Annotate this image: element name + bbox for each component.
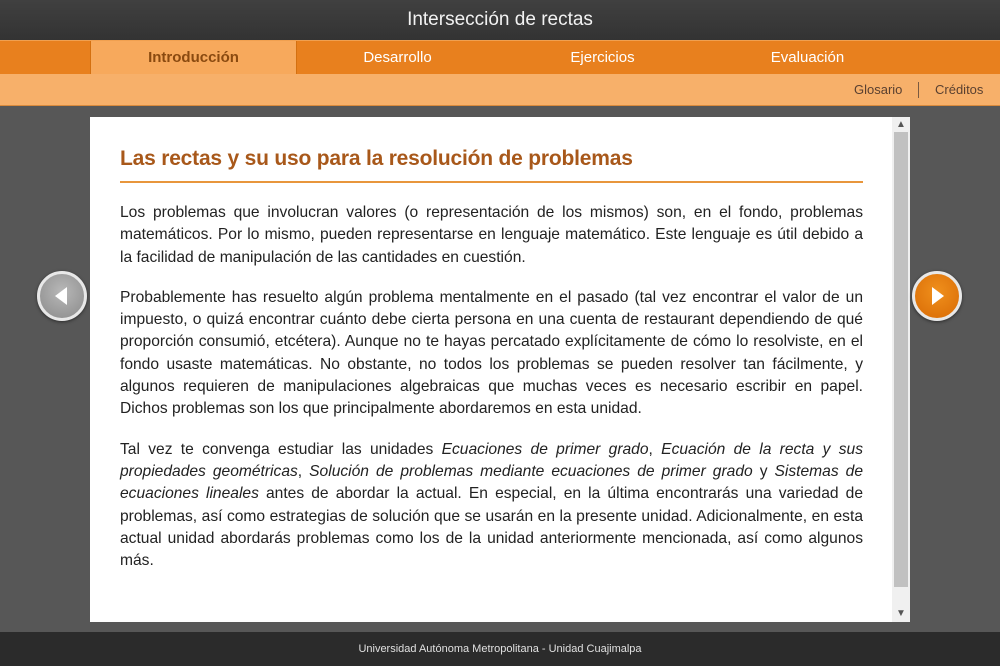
page-title: Las rectas y su uso para la resolución de problemas [120, 147, 863, 183]
paragraph-3-text-5: antes de abordar la actual. En especial, en la última encontrarás una variedad de problemas, así como estrategias de solución que se usarán en la presente unidad. Adicionalmente, en esta actual unidad abordarás problemas como los de la unidad anteriormente mencionada, así como algunos más. [120, 485, 863, 570]
next-page-button[interactable] [912, 271, 962, 321]
main-nav [0, 40, 1000, 74]
paragraph-3-text-4: y [752, 462, 775, 480]
unit-ref-solucion-problemas: Solución de problemas mediante ecuaciones de primer grado [309, 462, 753, 480]
paragraph-3-text-1: Tal vez te convenga estudiar las unidades [120, 440, 442, 458]
scroll-up-icon[interactable]: ▲ [896, 119, 906, 130]
paragraph-1: Los problemas que involucran valores (o representación de los mismos) son, en el fondo, problemas matemáticos. Por lo mismo, pueden representarse en lenguaje matemático. Este lenguaje es útil debido a la facilidad de manipulación de las cantidades en cuestión. [120, 204, 863, 266]
subnav-divider [918, 82, 919, 98]
previous-page-button[interactable] [37, 271, 87, 321]
paragraph-2: Probablemente has resuelto algún problema mentalmente en el pasado (tal vez encontrar el valor de un impuesto, o quizá encontrar cuánto debe cierta persona en una cuenta de restaurant dependiendo de qué proporción consumió, etcétera). Aunque no te hayas percatado explícitamente de cómo lo resolviste, en el fondo usaste matemáticas. No obstante, no todos los problemas se pueden resolver tan fácilmente, y algunos requieren de manipulaciones algebraicas que muchas veces es necesario escribir en papel. Dichos problemas son los que principalmente abordaremos en esta unidad. [120, 288, 863, 418]
glossary-link[interactable]: Glosario [854, 82, 903, 97]
tab-ejercicios[interactable]: Ejercicios [570, 49, 635, 66]
unit-ref-ecuacion-recta: Ecuación de la recta y sus propiedades geométricas [120, 440, 864, 480]
paragraph-3 [120, 439, 863, 573]
chevron-left-icon [40, 274, 84, 318]
scrollbar-thumb[interactable] [894, 132, 908, 587]
unit-ref-ecuaciones-primer-grado: Ecuaciones de primer grado [441, 440, 649, 458]
credits-link[interactable]: Créditos [935, 82, 984, 97]
tab-evaluacion[interactable]: Evaluación [770, 49, 845, 66]
footer-text: Universidad Autónoma Metropolitana - Unidad Cuajimalpa [0, 632, 1000, 666]
paragraph-3-text-2: , [648, 440, 662, 458]
tab-desarrollo[interactable]: Desarrollo [363, 49, 432, 66]
paragraph-3-text-3: , [297, 462, 310, 480]
app-title: Intersección de rectas [0, 0, 1000, 40]
scroll-down-icon[interactable]: ▼ [896, 608, 906, 619]
chevron-right-icon [915, 274, 959, 318]
content-panel [90, 117, 910, 622]
tab-introduccion[interactable]: Introducción [90, 41, 297, 74]
sub-nav [0, 74, 1000, 106]
unit-ref-sistemas-ecuaciones: Sistemas de ecuaciones lineales [120, 462, 864, 503]
